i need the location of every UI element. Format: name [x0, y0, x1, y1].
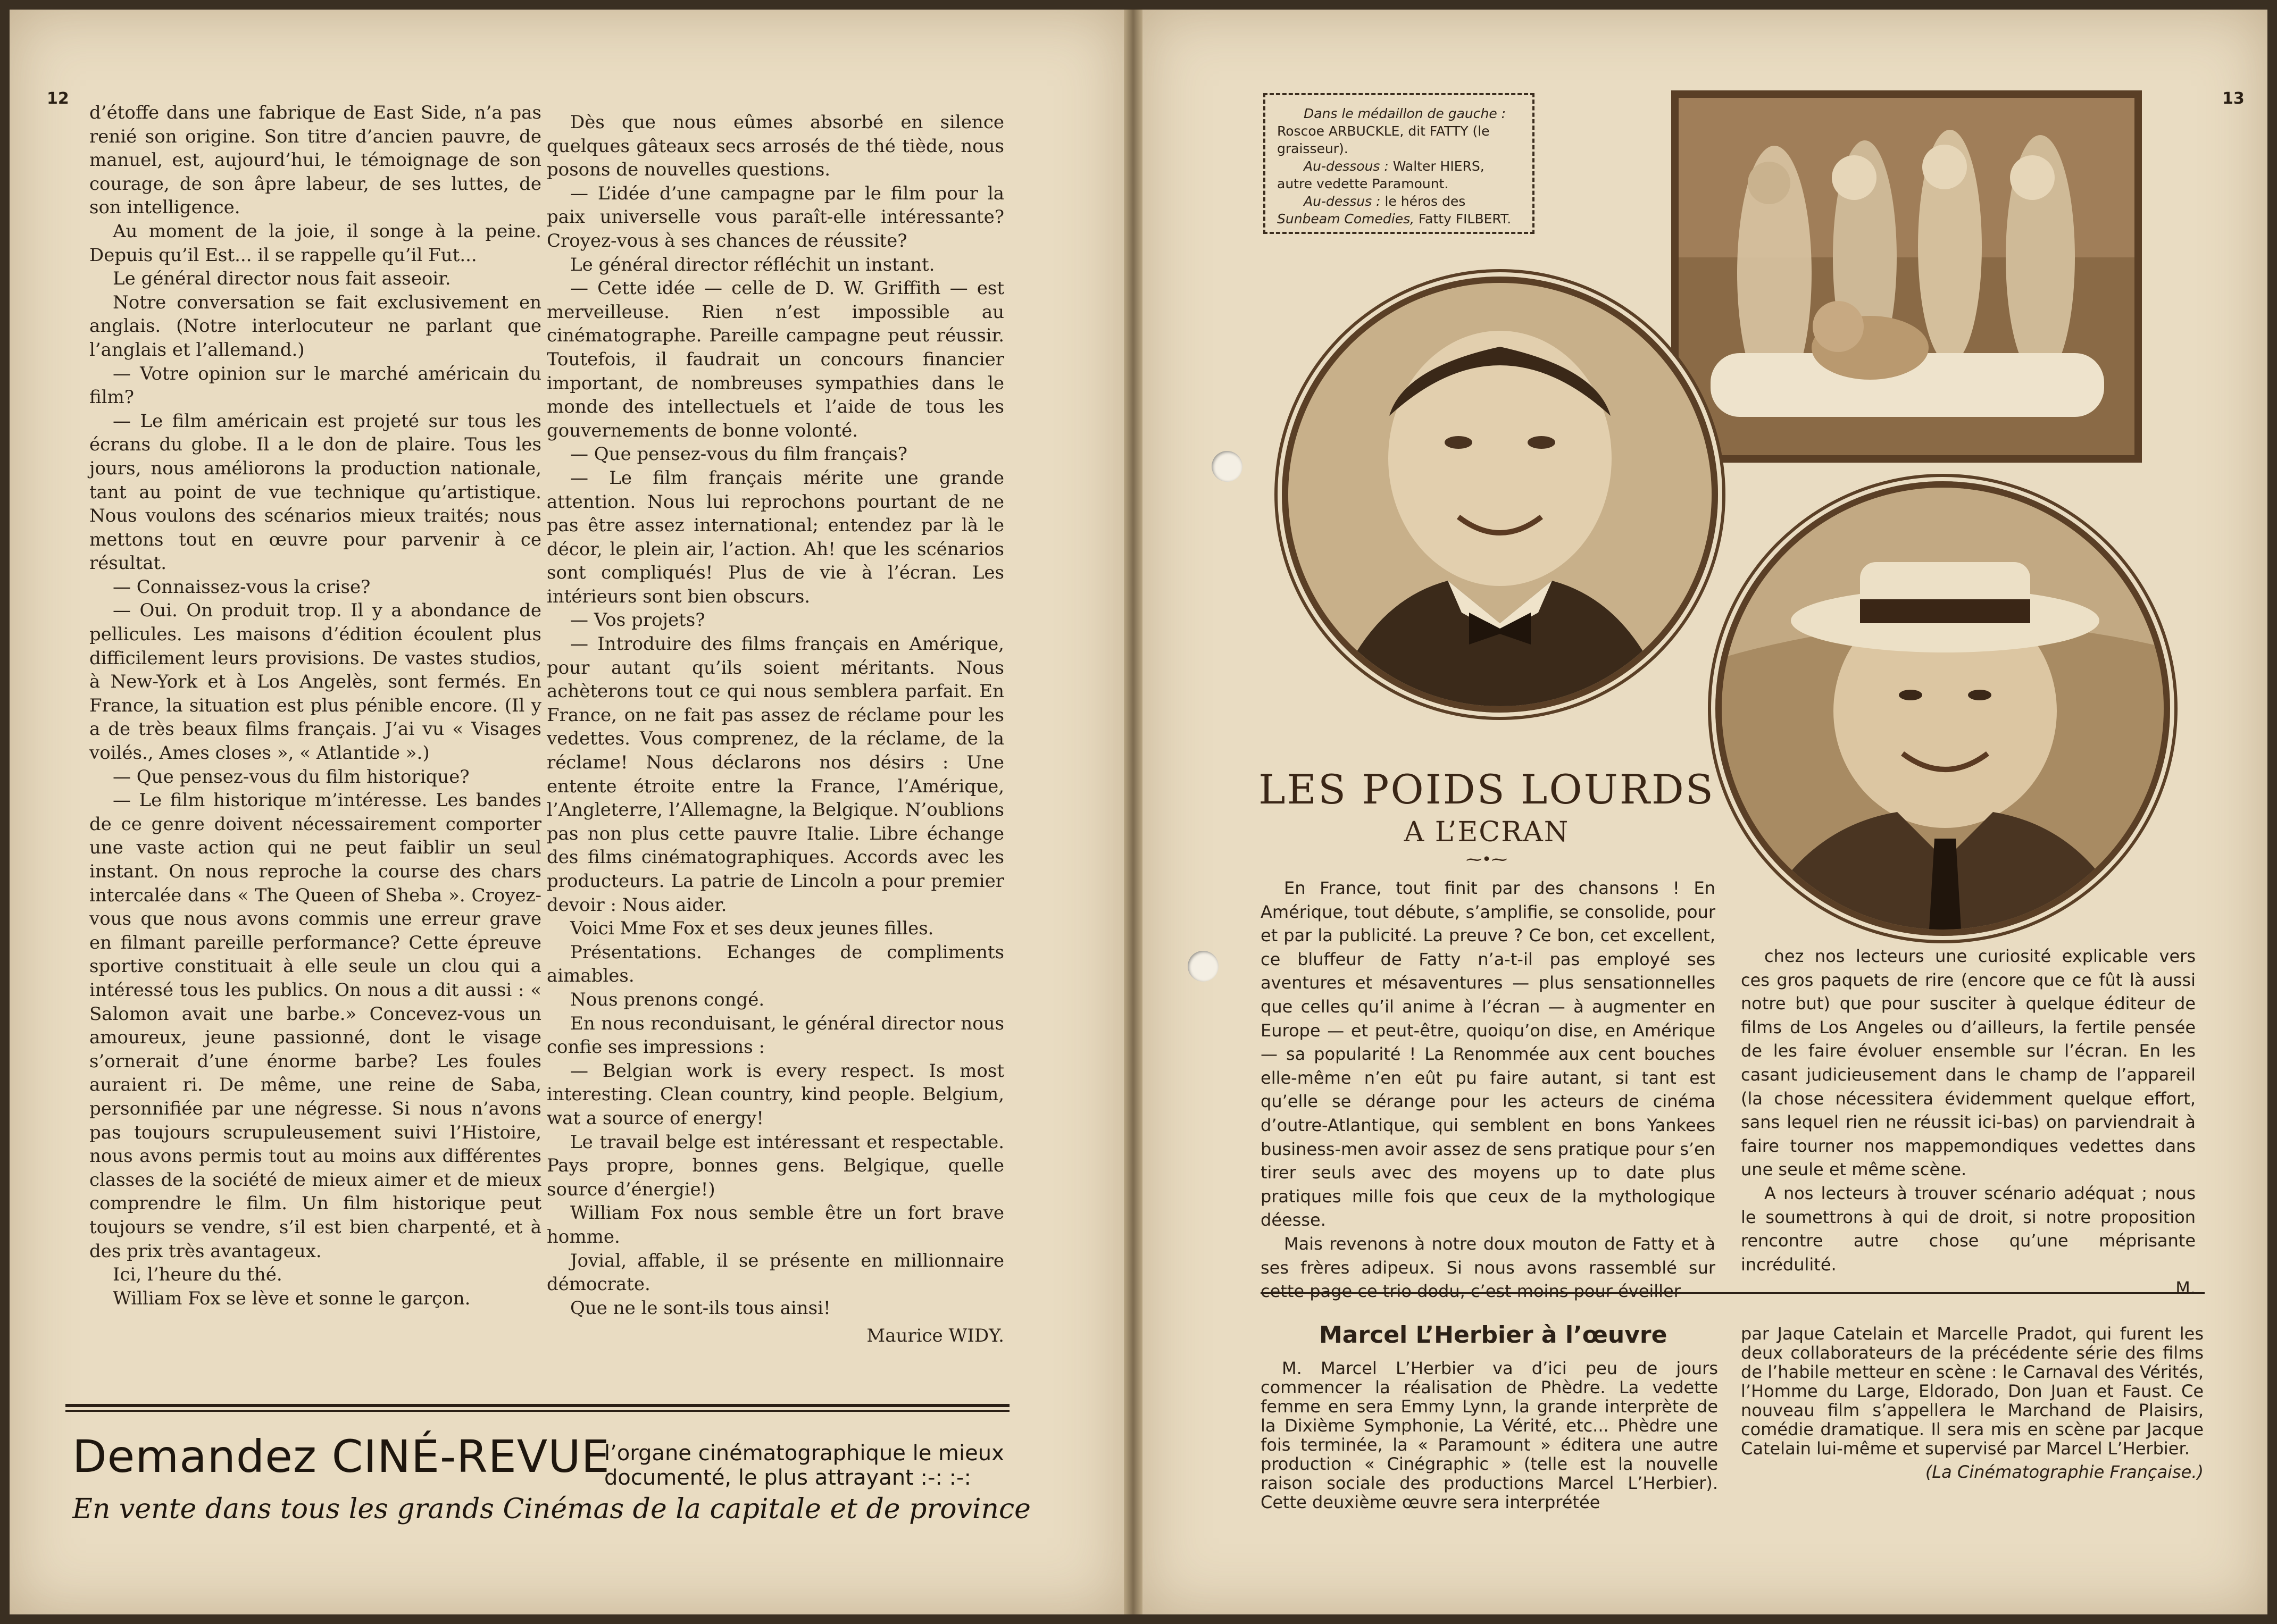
- article-paragraph: — Que pensez-vous du film français?: [570, 443, 908, 465]
- photo-caption-box: [1263, 93, 1534, 234]
- article-paragraph: d’étoffe dans une fabrique de East Side, n’a pas renié son origine. Son titre d’ancien pauvre, de manuel, est, aujourd’hui, le témoignage de son courage, de son âpre labeur, de ses luttes, de son intelligence.: [89, 102, 541, 219]
- article-paragraph: — Le film américain est projeté sur tous les écrans du globe. Il a le don de plaire. Tous les jours, nous améliorons la production nationale, tant au point de vue technique qu’artistique. Nous voulons des scénarios mieux traités; nous mettons tout en œuvre pour parvenir à ce résultat.: [89, 410, 541, 574]
- article-paragraph: — Cette idée — celle de D. W. Griffith — est merveilleuse. Rien n’est impossible au cinématographe. Pareille campagne peut réussir. Toutefois, il faudrait un concours financier important, de nombreuses sympathies dans le monde des intellectuels et l’aide de tous les gouvernements de bonne volonté.: [547, 278, 1004, 441]
- punch-hole: [1188, 951, 1219, 982]
- article-column-1: [89, 101, 541, 1310]
- article-column-2: [547, 111, 1004, 1348]
- article-paragraph: — Introduire des films français en Amérique, pour autant qu’ils soient méritants. Nous achèterons tout ce qui nous semblera parfait. En France, on ne fait pas assez de réclame pour les vedettes. Vous comprenez, de la réclame, de la réclame! Nous déclarons nos désirs : Une entente étroite entre la France, l’Amérique, l’Angleterre, l’Allemagne, la Belgique. N’oublions pas non plus cette pauvre Italie. Libre échange des films cinématographiques. Accords avec les producteurs. La patrie de Lincoln a pour premier devoir : Nous aider.: [547, 633, 1004, 916]
- article-paragraph: Présentations. Echanges de compliments aimables.: [547, 941, 1004, 987]
- lherbier-column-1: [1261, 1359, 1718, 1512]
- lherbier-text: M. Marcel L’Herbier va d’ici peu de jours commencer la réalisation de Phèdre. La vedette femme en sera Emmy Lynn, la grande interprète de la Dixième Symphonie, La Vérité, etc... Phèdre une fois terminée, la « Paramount » éditera une autre production « Cinégraphic » (telle est la nouvelle raison sociale des productions Marcel L’Herbier). Cette deuxième œuvre sera interprétée: [1261, 1358, 1718, 1512]
- medallion-roscoe-arbuckle: [1282, 277, 1718, 713]
- left-page: [10, 10, 1124, 1614]
- portrait-roscoe-arbuckle: [1288, 283, 1712, 706]
- book-gutter: [1124, 10, 1142, 1614]
- article-paragraph: — Vos projets?: [570, 609, 705, 631]
- medallion-fatty-filbert: [1715, 481, 2170, 936]
- lherbier-column-2: [1741, 1324, 2204, 1481]
- article-paragraph: Au moment de la joie, il songe à la peine. Depuis qu’il Est... il se rappelle qu’il Fut...: [89, 220, 541, 266]
- ad-top-rule: [65, 1404, 1010, 1407]
- article-paragraph: A nos lecteurs à trouver scénario adéquat ; nous le soumettrons à qui de droit, si notre proposition rencontre autre chose qu’une méprisante incrédulité.: [1741, 1183, 2196, 1275]
- article-paragraph: En France, tout finit par des chansons ! En Amérique, tout débute, s’amplifie, se consolide, pour et par la publicité. La preuve ? Ce bon, cet excellent, ce bluffeur de Fatty n’a-t-il pas employé ses aventures et mésaventures — plus sensationnelles que celles qu’il anime à l’écran — à augmenter en Europe — et peut-être, quoiqu’on dise, en Amérique — sa popularité ! La Renommée aux cent bouches elle-même n’en eût pu faire autant, si tant est qu’elle se dérange pour les acteurs de cinéma d’outre-Atlantique, qui semblent en bons Yankees business-men avoir assez de sens pratique pour s’en tirer seuls avec des moyens up to date plus pratiques mille fois que ceux de la mythologique déesse.: [1261, 878, 1715, 1230]
- section-rule: [1261, 1292, 2205, 1294]
- caption-label: Au-dessus :: [1304, 194, 1381, 209]
- article-headline: [1258, 766, 1715, 869]
- article-paragraph: William Fox nous semble être un fort brave homme.: [547, 1202, 1004, 1248]
- article-paragraph: En nous reconduisant, le général director nous confie ses impressions :: [547, 1012, 1004, 1058]
- headline-title: LES POIDS LOURDS: [1258, 766, 1715, 813]
- article-paragraph: Dès que nous eûmes absorbé en silence quelques gâteaux secs arrosés de thé tiède, nous posons de nouvelles questions.: [547, 112, 1004, 181]
- page-number-right: 13: [2222, 89, 2245, 108]
- article-paragraph: Que ne le sont-ils tous ainsi!: [570, 1297, 831, 1319]
- bathtub-scene-illustration: [1679, 98, 2134, 455]
- article-column-1-right: [1261, 876, 1715, 1303]
- article-paragraph: Jovial, affable, il se présente en millionnaire démocrate.: [547, 1250, 1004, 1295]
- article-paragraph: — Le film français mérite une grande attention. Nous lui reprochons pourtant de ne pas être assez international; entendez par là le décor, le plein air, l’action. Ah! que les scénarios sont compliqués! Plus de vie à l’écran. Les intérieurs sont bien obscurs.: [547, 467, 1004, 607]
- article-paragraph: — Que pensez-vous du film historique?: [113, 766, 470, 788]
- article-paragraph: Le travail belge est intéressant et respectable. Pays propre, bonnes gens. Belgique, quelle source d’énergie!): [547, 1131, 1004, 1200]
- headline-ornament-icon: ⁓•⁓: [1466, 850, 1507, 869]
- article-paragraph: chez nos lecteurs une curiosité explicable vers ces gros paquets de rire (encore que ce fût là aussi notre but) que pour susciter à quelque éditeur de films de Los Angeles ou d’ailleurs, la fertile pensée de les faire évoluer ensemble sur l’écran. En les casant judicieusement dans le champ de l’appareil (la chose nécessitera évidemment quelque effort, sans lequel rien ne réussit ici-bas) on parviendrait à faire tourner nos mappemondiques vedettes dans une seule et même scène.: [1741, 946, 2196, 1180]
- ad-tagline: En vente dans tous les grands Cinémas de la capitale et de province: [72, 1493, 1031, 1525]
- article-paragraph: Voici Mme Fox et ses deux jeunes filles.: [570, 918, 934, 940]
- article-paragraph: — L’idée d’une campagne par le film pour la paix universelle vous paraît-elle intéressante? Croyez-vous à ses chances de réussite?: [547, 182, 1004, 252]
- article-signature: M.: [2175, 1278, 2196, 1299]
- caption-text: Roscoe ARBUCKLE, dit FATTY (le graisseur).: [1277, 123, 1490, 156]
- ad-title: Demandez CINÉ-REVUE: [72, 1430, 610, 1483]
- article-paragraph: — Oui. On produit trop. Il y a abondance de pellicules. Les maisons d’édition écoulent plus difficilement leurs provisions. De vastes studios, à New-York et à Los Angelès, sont fermés. En France, la situation est plus pénible encore. (Il y a de très beaux films français. J’ai vu « Visages voilés., Ames closes », « Atlantide ».): [89, 600, 541, 764]
- page-number-left: 12: [47, 89, 69, 108]
- lherbier-title: Marcel L’Herbier à l’œuvre: [1319, 1321, 1667, 1349]
- article-paragraph: Le général director réfléchit un instant.: [570, 254, 935, 275]
- article-paragraph: — Votre opinion sur le marché américain du film?: [89, 363, 541, 408]
- lherbier-source: (La Cinématographie Française.): [1925, 1462, 2204, 1482]
- ad-top-rule-thin: [65, 1410, 1010, 1412]
- punch-hole: [1212, 451, 1242, 482]
- caption-label: Dans le médaillon de gauche :: [1304, 106, 1506, 121]
- article-paragraph: — Le film historique m’intéresse. Les bandes de ce genre doivent nécessairement comporter une vaste action qui ne peut faiblir un seul instant. On nous reproche la course des chars intercalée dans « The Queen of Sheba ». Croyez-vous que nous avons commis une erreur grave en filmant pareille performance? Cette épreuve sportive constituait à elle seule un clou qui a intéressé tous les publics. On nous a dit aussi : « Salomon avait une barbe.» Concevez-vous un amoureux, jeune passionné, dont le visage s’ornerait d’une énorme barbe? Les foules auraient ri. De même, une reine de Saba, personnifiée par une négresse. Si nous n’avons pas toujours scrupuleusement suivi l’Histoire, nous avons permis tout au moins aux différentes classes de la société de mieux aimer et de mieux comprendre le film. Un film historique peut toujours se vendre, s’il est bien charpenté, et à des prix très avantageux.: [89, 790, 541, 1262]
- ad-subtitle: l’organe cinématographique le mieux documenté, le plus attrayant :-: :-:: [604, 1441, 1004, 1490]
- article-paragraph: Nous prenons congé.: [570, 989, 765, 1010]
- caption-label: Sunbeam Comedies,: [1277, 211, 1415, 227]
- lherbier-text: par Jaque Catelain et Marcelle Pradot, qui furent les deux collaborateurs de la précédente série des films de l’habile metteur en scène : le Carnaval des Vérités, l’Homme du Large, Eldorado, Don Juan et Faust. Ce nouveau film s’appellera le Marchand de Plaisirs, comédie dramatique. Il sera mis en scène par Jacque Catelain lui-même et supervisé par Marcel L’Herbier.: [1741, 1324, 2204, 1459]
- caption-text: Walter HIERS, autre vedette Paramount.: [1277, 158, 1484, 191]
- caption-label: Au-dessous :: [1304, 158, 1389, 174]
- caption-text: Fatty FILBERT.: [1414, 211, 1512, 227]
- article-paragraph: — Belgian work is every respect. Is most interesting. Clean country, kind people. Belgium, wat a source of energy!: [547, 1060, 1004, 1129]
- article-paragraph: Mais revenons à notre doux mouton de Fatty et à ses frères adipeux. Si nous avons rassemblé sur cette page ce trio dodu, c’est moins pour éveiller: [1261, 1233, 1715, 1302]
- caption-text: le héros des: [1380, 194, 1466, 209]
- photo-bathtub-scene: [1671, 90, 2142, 463]
- portrait-fatty-filbert: [1722, 488, 2164, 930]
- article-signature: Maurice WIDY.: [866, 1325, 1004, 1347]
- headline-subtitle: A L’ECRAN: [1404, 816, 1570, 848]
- article-paragraph: Notre conversation se fait exclusivement en anglais. (Notre interlocuteur ne parlant que l’anglais et l’allemand.): [89, 291, 541, 361]
- article-column-2-right: [1741, 944, 2196, 1300]
- article-paragraph: Le général director nous fait asseoir.: [113, 268, 451, 290]
- article-paragraph: — Connaissez-vous la crise?: [113, 576, 371, 598]
- article-paragraph: William Fox se lève et sonne le garçon.: [113, 1287, 471, 1309]
- article-paragraph: Ici, l’heure du thé.: [113, 1264, 282, 1286]
